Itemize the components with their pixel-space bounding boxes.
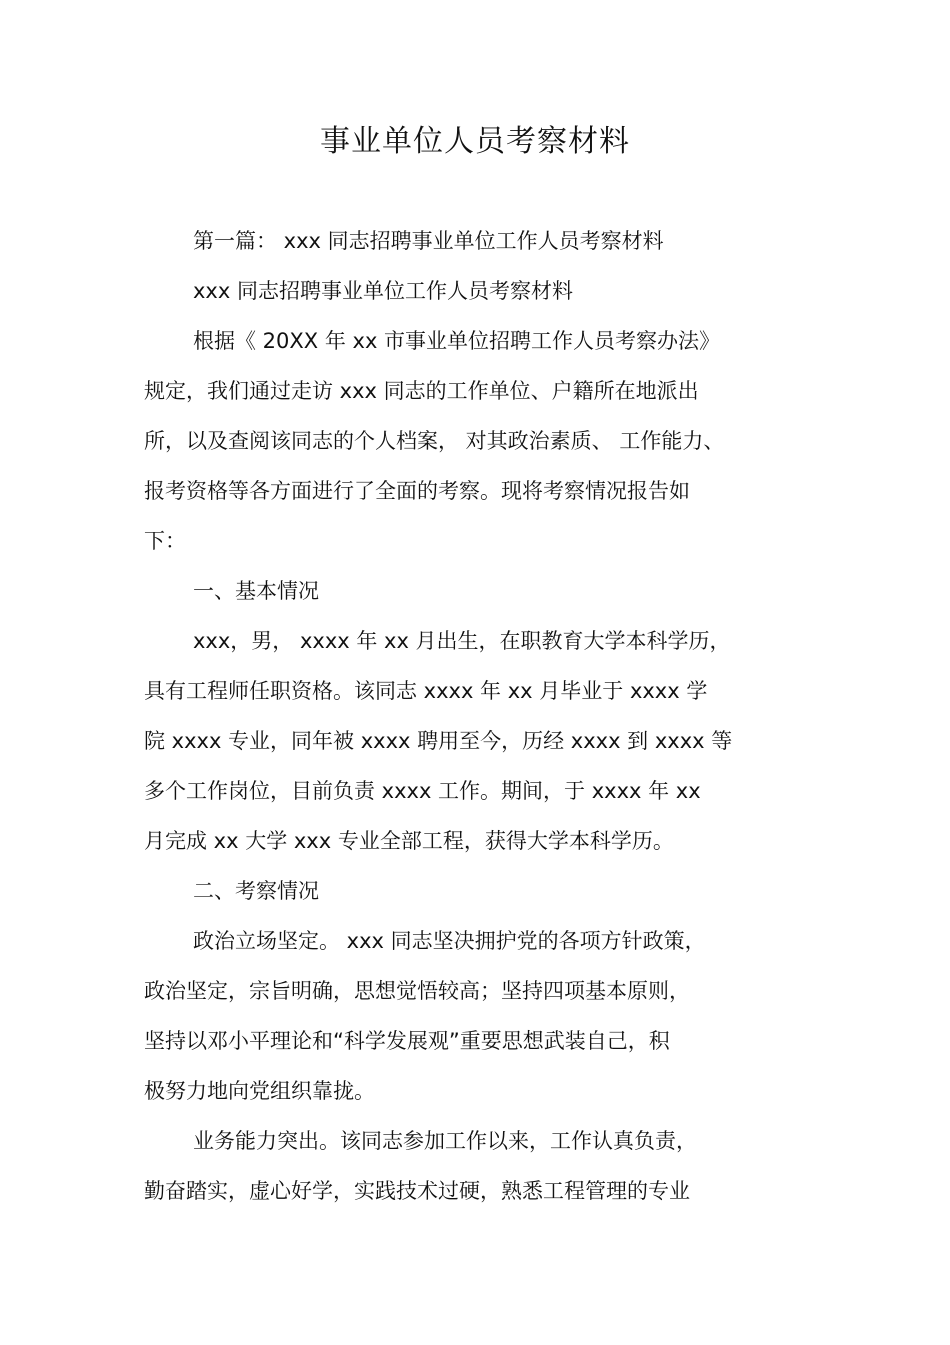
paragraph-line: 月完成 xx 大学 xxx 专业全部工程，获得大学本科学历。 — [144, 829, 674, 853]
paragraph-line: 院 xxxx 专业，同年被 xxxx 聘用至今，历经 xxxx 到 xxxx 等 — [144, 729, 733, 753]
paragraph-line: 政治坚定，宗旨明确，思想觉悟较高；坚持四项基本原则， — [144, 979, 690, 1003]
paragraph-line: 报考资格等各方面进行了全面的考察。现将考察情况报告如 — [144, 479, 690, 503]
paragraph-line: 业务能力突出。该同志参加工作以来，工作认真负责， — [193, 1129, 697, 1153]
paragraph-line: 所，以及查阅该同志的个人档案， 对其政治素质、 工作能力、 — [144, 429, 725, 453]
paragraph-line: 规定，我们通过走访 xxx 同志的工作单位、户籍所在地派出 — [144, 379, 699, 403]
document-title: 事业单位人员考察材料 — [320, 124, 630, 159]
paragraph-line: 第一篇： xxx 同志招聘事业单位工作人员考察材料 — [193, 229, 664, 253]
paragraph-line: 具有工程师任职资格。该同志 xxxx 年 xx 月毕业于 xxxx 学 — [144, 679, 708, 703]
paragraph-line: xxx，男， xxxx 年 xx 月出生，在职教育大学本科学历， — [193, 629, 731, 653]
paragraph-line: 多个工作岗位，目前负责 xxxx 工作。期间，于 xxxx 年 xx — [144, 779, 701, 803]
paragraph-line: 根据《 20XX 年 xx 市事业单位招聘工作人员考察办法》 — [193, 329, 721, 353]
section-heading: 二、考察情况 — [193, 879, 319, 903]
paragraph-line: 下： — [144, 529, 186, 553]
paragraph-line: 坚持以邓小平理论和“科学发展观”重要思想武装自己，积 — [144, 1029, 670, 1053]
paragraph-line: 政治立场坚定。 xxx 同志坚决拥护党的各项方针政策， — [193, 929, 706, 953]
paragraph-line: xxx 同志招聘事业单位工作人员考察材料 — [193, 279, 573, 303]
paragraph-line: 勤奋踏实，虚心好学，实践技术过硬，熟悉工程管理的专业 — [144, 1179, 690, 1203]
section-heading: 一、基本情况 — [193, 579, 319, 603]
paragraph-line: 极努力地向党组织靠拢。 — [144, 1079, 375, 1103]
